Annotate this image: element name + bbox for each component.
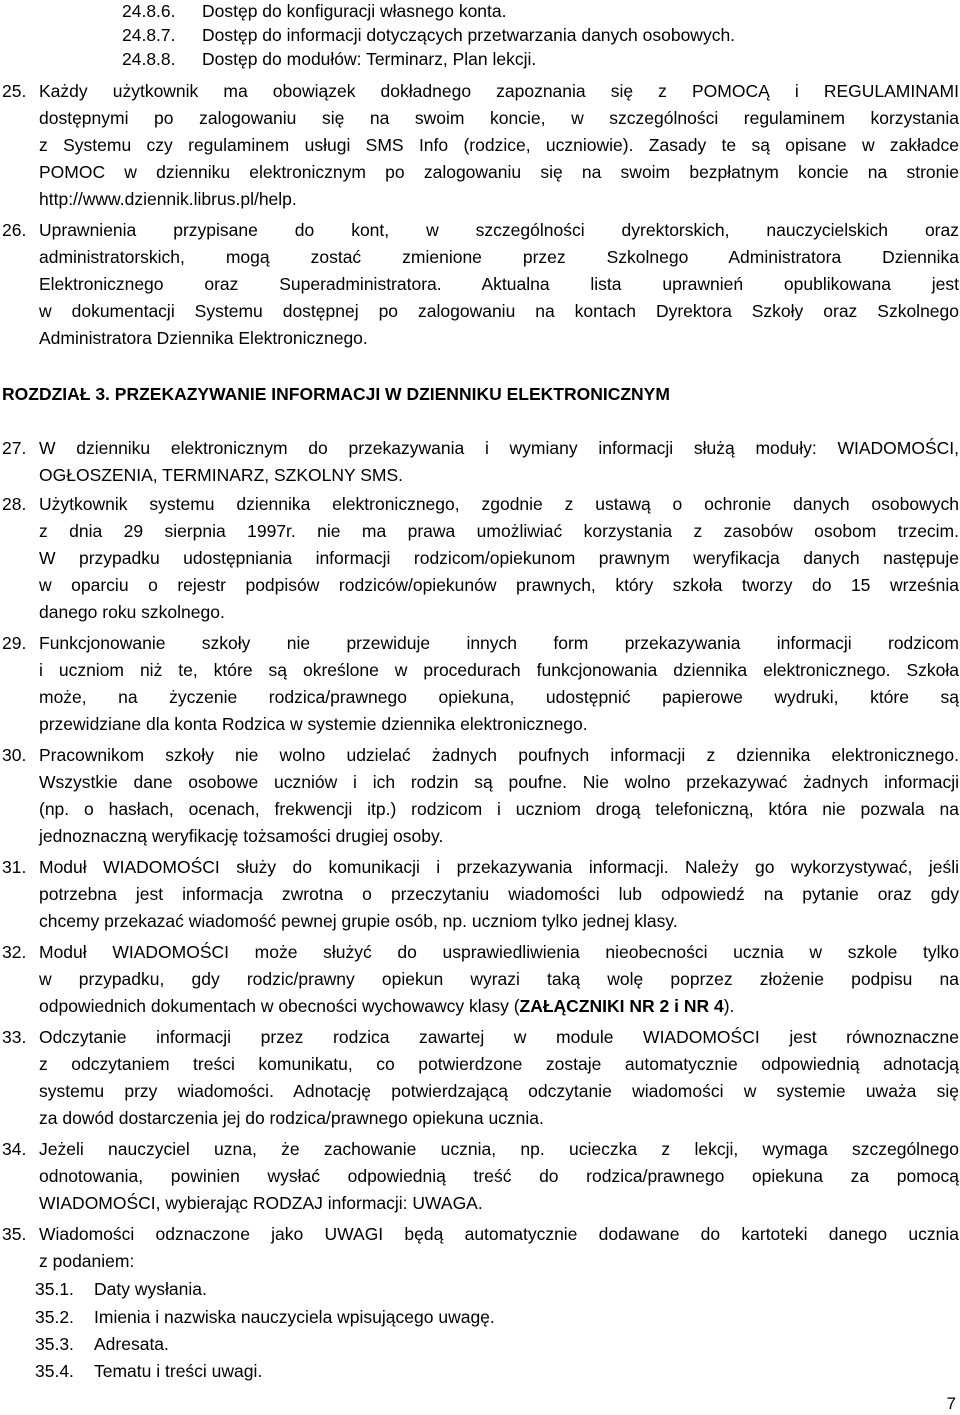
paragraph-line: z odczytaniem treści komunikatu, co potwierdzone zostaje automatycznie odpowiednią adnotacją xyxy=(39,1054,959,1074)
paragraph-line: za dowód dostarczenia jej do rodzica/prawnego opiekuna ucznia. xyxy=(39,1108,544,1128)
paragraph-line: Jeżeli nauczyciel uzna, że zachowanie ucznia, np. ucieczka z lekcji, wymaga szczególnego xyxy=(39,1139,959,1159)
paragraph-number: 30. xyxy=(2,745,27,765)
paragraph-line: w dokumentacji Systemu dostępnej po zalogowaniu na kontach Dyrektora Szkoły oraz Szkolnego xyxy=(39,301,959,321)
sub-item-text: Dostęp do informacji dotyczących przetwarzania danych osobowych. xyxy=(202,25,736,45)
attachment-reference: ZAŁĄCZNIKI NR 2 i NR 4 xyxy=(519,996,724,1016)
sub-item-number: 35.1. xyxy=(35,1279,74,1299)
paragraph-line-text: odpowiednich dokumentach w obecności wychowawcy klasy ( xyxy=(39,996,520,1016)
paragraph-line: W dzienniku elektronicznym do przekazywania i wymiany informacji służą moduły: WIADOMOŚCI, xyxy=(39,438,959,458)
paragraph-number: 33. xyxy=(2,1027,27,1047)
paragraph-line: Pracownikom szkoły nie wolno udzielać żadnych poufnych informacji z dziennika elektronicznego. xyxy=(39,745,959,765)
paragraph-line: z podaniem: xyxy=(39,1251,135,1271)
paragraph-line: Administratora Dziennika Elektronicznego. xyxy=(39,328,368,348)
paragraph-number: 31. xyxy=(2,857,27,877)
paragraph-line-text: ). xyxy=(723,996,735,1016)
paragraph-line: Każdy użytkownik ma obowiązek dokładnego zapoznania się z POMOCĄ i REGULAMINAMI xyxy=(39,81,959,101)
paragraph-line: OGŁOSZENIA, TERMINARZ, SZKOLNY SMS. xyxy=(39,465,404,485)
sub-item-number: 24.8.8. xyxy=(122,49,176,69)
paragraph-line: chcemy przekazać wiadomość pewnej grupie osób, np. uczniom tylko jednej klasy. xyxy=(39,911,678,931)
paragraph-line: WIADOMOŚCI, wybierając RODZAJ informacji: UWAGA. xyxy=(39,1193,483,1213)
paragraph-line xyxy=(39,995,734,1017)
paragraph-line: danego roku szkolnego. xyxy=(39,602,225,622)
paragraph-line: przewidziane dla konta Rodzica w systemie dziennika elektronicznego. xyxy=(39,714,588,734)
paragraph-line: Elektronicznego oraz Superadministratora. Aktualna lista uprawnień opublikowana jest xyxy=(39,274,959,294)
page-number: 7 xyxy=(946,1394,956,1413)
paragraph-line: z dnia 29 sierpnia 1997r. nie ma prawa umożliwiać korzystania z zasobów osobom trzecim. xyxy=(39,521,959,541)
paragraph-line: W przypadku udostępniania informacji rodzicom/opiekunom prawnym weryfikacja danych następuje xyxy=(39,548,959,568)
paragraph-line: Uprawnienia przypisane do kont, w szczególności dyrektorskich, nauczycielskich oraz xyxy=(39,220,959,240)
paragraph-line: administratorskich, mogą zostać zmienione przez Szkolnego Administratora Dziennika xyxy=(39,247,959,267)
sub-item-text: Dostęp do modułów: Terminarz, Plan lekcji. xyxy=(202,49,537,69)
paragraph-line: Odczytanie informacji przez rodzica zawartej w module WIADOMOŚCI jest równoznaczne xyxy=(39,1027,959,1047)
chapter-heading: ROZDZIAŁ 3. PRZEKAZYWANIE INFORMACJI W DZIENNIKU ELEKTRONICZNYM xyxy=(2,384,670,404)
sub-item-text: Daty wysłania. xyxy=(94,1279,207,1299)
sub-item-number: 35.3. xyxy=(35,1334,74,1354)
paragraph-line: Użytkownik systemu dziennika elektronicznego, zgodnie z ustawą o ochronie danych osobowych xyxy=(39,494,959,514)
paragraph-line: dostępnymi po zalogowaniu się na swoim koncie, w szczególności regulaminem korzystania xyxy=(39,108,959,128)
sub-item-text: Imienia i nazwiska nauczyciela wpisującego uwagę. xyxy=(94,1307,495,1327)
sub-item-number: 35.2. xyxy=(35,1307,74,1327)
paragraph-line: potrzebna jest informacja zwrotna o przeczytaniu wiadomości lub odpowiedź na pytanie oraz gdy xyxy=(39,884,959,904)
paragraph-number: 29. xyxy=(2,633,27,653)
sub-item-number: 24.8.6. xyxy=(122,1,176,21)
paragraph-number: 25. xyxy=(2,81,27,101)
paragraph-line: Wszystkie dane osobowe uczniów i ich rodzin są poufne. Nie wolno przekazywać żadnych informacji xyxy=(39,772,959,792)
paragraph-line: jednoznaczną weryfikację tożsamości drugiej osoby. xyxy=(39,826,444,846)
sub-item-text: Adresata. xyxy=(94,1334,169,1354)
paragraph-number: 34. xyxy=(2,1139,27,1159)
paragraph-number: 27. xyxy=(2,438,27,458)
paragraph-line: i uczniom niż te, które są określone w procedurach funkcjonowania dziennika elektronicznego. Szkoła xyxy=(39,660,959,680)
sub-item-number: 35.4. xyxy=(35,1361,74,1381)
paragraph-line: Moduł WIADOMOŚCI może służyć do usprawiedliwienia nieobecności ucznia w szkole tylko xyxy=(39,942,959,962)
sub-item-text: Dostęp do konfiguracji własnego konta. xyxy=(202,1,507,21)
paragraph-number: 26. xyxy=(2,220,27,240)
paragraph-number: 28. xyxy=(2,494,27,514)
paragraph-line: w przypadku, gdy rodzic/prawny opiekun wyrazi taką wolę poprzez złożenie podpisu na xyxy=(39,969,959,989)
paragraph-line: systemu przy wiadomości. Adnotację potwierdzającą odczytanie wiadomości w systemie uważa się xyxy=(39,1081,959,1101)
sub-item-number: 24.8.7. xyxy=(122,25,176,45)
paragraph-line: Funkcjonowanie szkoły nie przewiduje innych form przekazywania informacji rodzicom xyxy=(39,633,959,653)
paragraph-line: POMOC w dzienniku elektronicznym po zalogowaniu się na swoim bezpłatnym koncie na stronie xyxy=(39,162,959,182)
paragraph-line: (np. o hasłach, ocenach, frekwencji itp.) rodzicom i uczniom drogą telefoniczną, która nie pozwala na xyxy=(39,799,959,819)
paragraph-line: Moduł WIADOMOŚCI służy do komunikacji i przekazywania informacji. Należy go wykorzystywać, jeśli xyxy=(39,857,959,877)
paragraph-line: odnotowania, powinien wysłać odpowiednią treść do rodzica/prawnego opiekuna za pomocą xyxy=(39,1166,959,1186)
paragraph-number: 32. xyxy=(2,942,27,962)
paragraph-number: 35. xyxy=(2,1224,27,1244)
paragraph-line: może, na życzenie rodzica/prawnego opiekuna, udostępnić papierowe wydruki, które są xyxy=(39,687,959,707)
paragraph-line: w oparciu o rejestr podpisów rodziców/opiekunów prawnych, który szkoła tworzy do 15 września xyxy=(39,575,959,595)
paragraph-line: http://www.dziennik.librus.pl/help. xyxy=(39,189,297,209)
paragraph-line: z Systemu czy regulaminem usługi SMS Info (rodzice, uczniowie). Zasady te są opisane w zakładce xyxy=(39,135,959,155)
sub-item-text: Tematu i treści uwagi. xyxy=(94,1361,263,1381)
paragraph-line: Wiadomości odznaczone jako UWAGI będą automatycznie dodawane do kartoteki danego ucznia xyxy=(39,1224,959,1244)
